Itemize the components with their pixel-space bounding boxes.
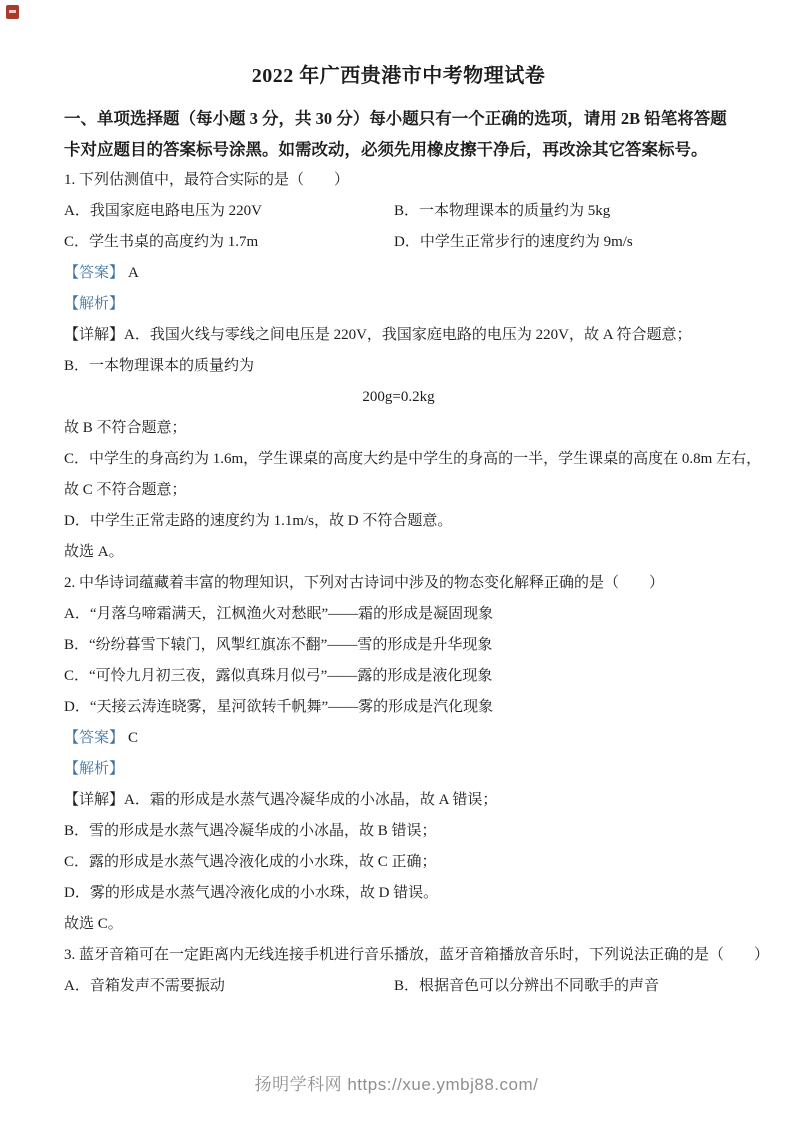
- q1-detail-line: D．中学生正常走路的速度约为 1.1m/s，故 D 不符合题意。: [64, 513, 453, 529]
- q1-detail-line: 【详解】A．我国火线与零线之间电压是 220V，我国家庭电路的电压为 220V，故 A 符合题意；: [64, 327, 692, 343]
- q3-prompt: 3. 蓝牙音箱可在一定距离内无线连接手机进行音乐播放，蓝牙音箱播放音乐时，下列说法正确的是（ ）: [64, 947, 770, 963]
- q1-option-a: A．我国家庭电路电压为 220V: [64, 203, 262, 219]
- q1-formula-line: 200g=0.2kg: [362, 389, 435, 405]
- answer-label: 【答案】: [64, 265, 125, 281]
- q2-answer-value: C: [128, 730, 139, 746]
- corner-stamp-icon: [6, 5, 19, 19]
- q1-conclusion-line: 故选 A。: [64, 544, 124, 560]
- q1-option-b: B．一本物理课本的质量约为 5kg: [394, 203, 611, 219]
- q2-option-d: D．“天接云涛连晓雾，星河欲转千帆舞”——雾的形成是汽化现象: [64, 699, 494, 715]
- q1-options-row2: [64, 227, 733, 258]
- section-heading: [64, 103, 733, 165]
- document: [64, 0, 770, 1002]
- q3-options-row1: [64, 971, 733, 1002]
- q1-option-d: D．中学生正常步行的速度约为 9m/s: [394, 234, 633, 250]
- q2-answer-line: [64, 723, 733, 754]
- analysis-label: 【解析】: [64, 296, 125, 312]
- doc-title: 2022 年广西贵港市中考物理试卷: [251, 65, 546, 87]
- q1-answer-line: [64, 258, 733, 289]
- q1-detail-line: C．中学生的身高约为 1.6m，学生课桌的高度大约是中学生的身高的一半，学生课桌的高度在 0.8m 左右，: [64, 451, 762, 467]
- section-heading-line2: 卡对应题目的答案标号涂黑。如需改动，必须先用橡皮擦干净后，再改涂其它答案标号。: [64, 140, 708, 159]
- q3-option-a: A．音箱发声不需要振动: [64, 978, 225, 994]
- q2-detail-line: B．雪的形成是水蒸气遇冷凝华成的小冰晶，故 B 错误；: [64, 823, 437, 839]
- footer-watermark: 扬明学科网 https://xue.ymbj88.com/: [254, 1075, 539, 1094]
- q1-prompt: 1. 下列估测值中，最符合实际的是（ ）: [64, 172, 350, 188]
- answer-label: 【答案】: [64, 730, 125, 746]
- body: [64, 165, 770, 1002]
- q1-option-c: C．学生书桌的高度约为 1.7m: [64, 234, 259, 250]
- q2-conclusion-line: 故选 C。: [64, 916, 123, 932]
- q3-option-b: B．根据音色可以分辨出不同歌手的声音: [394, 978, 660, 994]
- q2-option-a: A．“月落乌啼霜满天，江枫渔火对愁眠”——霜的形成是凝固现象: [64, 606, 494, 622]
- q2-option-c: C．“可怜九月初三夜，露似真珠月似弓”——露的形成是液化现象: [64, 668, 493, 684]
- q2-detail-line: D．雾的形成是水蒸气遇冷液化成的小水珠，故 D 错误。: [64, 885, 439, 901]
- section-heading-line1: 一、单项选择题（每小题 3 分，共 30 分）每小题只有一个正确的选项，请用 2B 铅笔将答题: [64, 109, 727, 128]
- q2-analysis-line: [64, 754, 733, 785]
- q1-analysis-line: [64, 289, 733, 320]
- q2-detail-line: 【详解】A．霜的形成是水蒸气遇冷凝华成的小冰晶，故 A 错误；: [64, 792, 498, 808]
- q2-prompt: 2. 中华诗词蕴藏着丰富的物理知识，下列对古诗词中涉及的物态变化解释正确的是（ ）: [64, 575, 665, 591]
- q1-detail-line: B．一本物理课本的质量约为: [64, 358, 255, 374]
- corner-stamp-icon-detail: [9, 10, 16, 13]
- analysis-label: 【解析】: [64, 761, 125, 777]
- q2-detail-line: C．露的形成是水蒸气遇冷液化成的小水珠，故 C 正确；: [64, 854, 437, 870]
- q2-option-b: B．“纷纷暮雪下辕门，风掣红旗冻不翻”——雪的形成是升华现象: [64, 637, 493, 653]
- q1-detail-line: 故 C 不符合题意；: [64, 482, 187, 498]
- q1-answer-value: A: [128, 265, 139, 281]
- q1-detail-line: 故 B 不符合题意；: [64, 420, 187, 436]
- q1-options-row1: [64, 196, 733, 227]
